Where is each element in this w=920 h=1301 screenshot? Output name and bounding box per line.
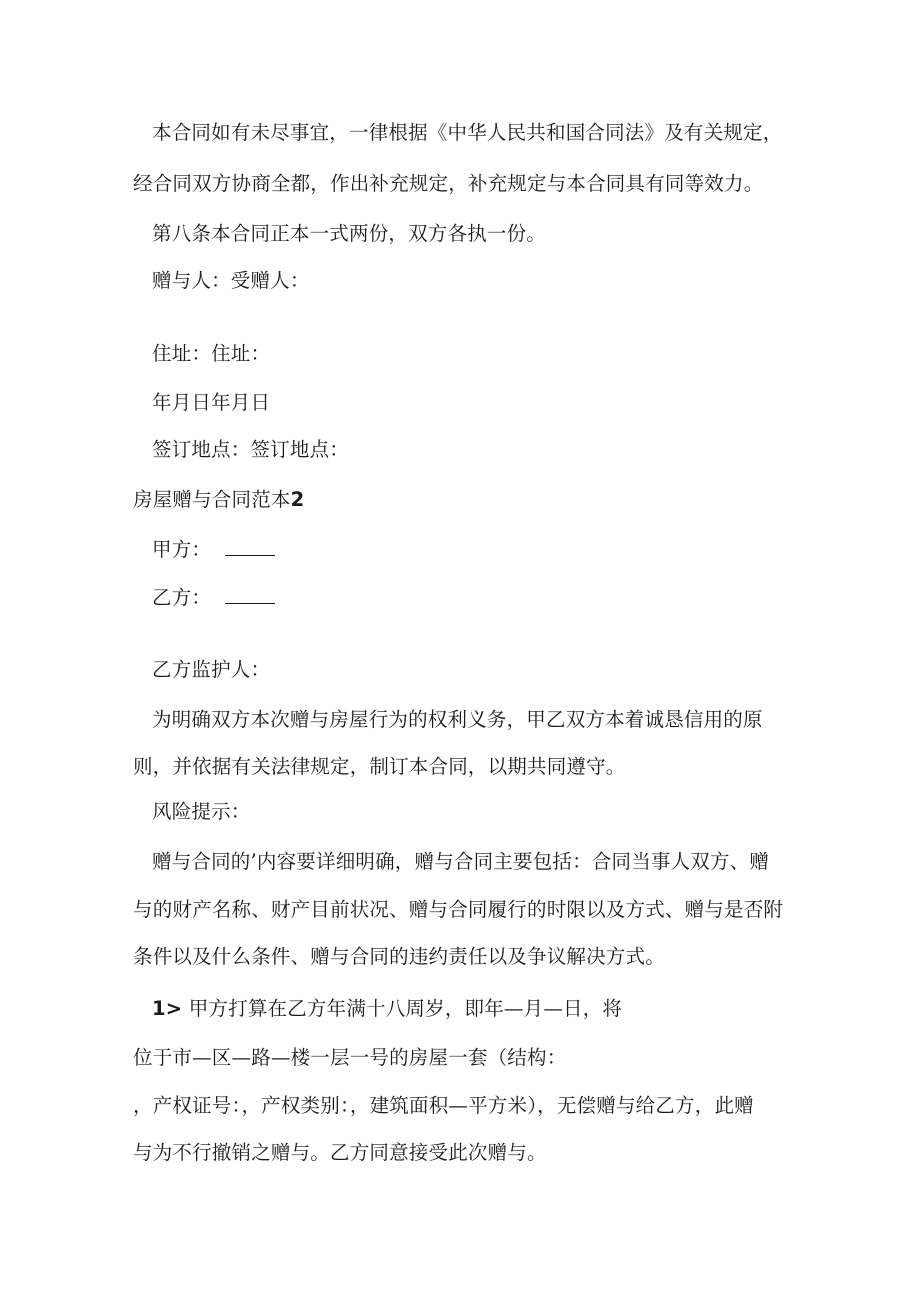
paragraph-line: 条件以及什么条件、赠与合同的违约责任以及争议解决方式。 <box>133 945 665 968</box>
guardian-line: 乙方监护人： <box>152 658 271 681</box>
clause-one-line <box>152 997 622 1021</box>
paragraph-line: 位于市—区—路—楼一层一号的房屋一套（结构： <box>133 1046 567 1069</box>
signing-place-line: 签订地点：签订地点： <box>152 438 350 461</box>
paragraph-line: 为明确双方本次赠与房屋行为的权利义务，甲乙双方本着诚恳信用的原 <box>152 708 763 731</box>
section-title-text: 房屋赠与合同范本 <box>133 488 291 511</box>
clause-number: 1> <box>152 997 183 1020</box>
signature-parties-line: 赠与人：受赠人： <box>152 269 310 292</box>
paragraph-line: 则，并依据有关法律规定，制订本合同，以期共同遵守。 <box>133 755 626 778</box>
clause-line: 第八条本合同正本一式两份，双方各执一份。 <box>152 222 547 245</box>
section-title <box>133 488 304 512</box>
risk-heading: 风险提示： <box>152 800 251 823</box>
paragraph-line: 赠与合同的’内容要详细明确，赠与合同主要包括：合同当事人双方、赠 <box>152 850 770 873</box>
date-line: 年月日年月日 <box>152 391 271 414</box>
paragraph-line: 经合同双方协商全都，作出补充规定，补充规定与本合同具有同等效力。 <box>133 172 764 195</box>
paragraph-line: 本合同如有未尽事宜，一律根据《中华人民共和国合同法》及有关规定， <box>152 121 783 144</box>
paragraph-line: 与的财产名称、财产目前状况、赠与合同履行的时限以及方式、赠与是否附 <box>133 898 784 921</box>
party-a-blank <box>225 541 275 556</box>
address-line: 住址：住址： <box>152 342 271 365</box>
party-a-label: 甲方： <box>152 538 212 561</box>
section-title-number: 2 <box>290 488 305 511</box>
party-b-line <box>152 586 275 610</box>
paragraph-line: ，产权证号：，产权类别：，建筑面积—平方米），无偿赠与给乙方，此赠 <box>133 1094 754 1117</box>
paragraph-line: 与为不行撤销之赠与。乙方同意接受此次赠与。 <box>133 1141 547 1164</box>
party-b-label: 乙方： <box>152 586 212 609</box>
party-a-line <box>152 538 275 562</box>
clause-text: 甲方打算在乙方年满十八周岁，即年—月—日，将 <box>188 997 623 1020</box>
party-b-blank <box>225 589 275 604</box>
